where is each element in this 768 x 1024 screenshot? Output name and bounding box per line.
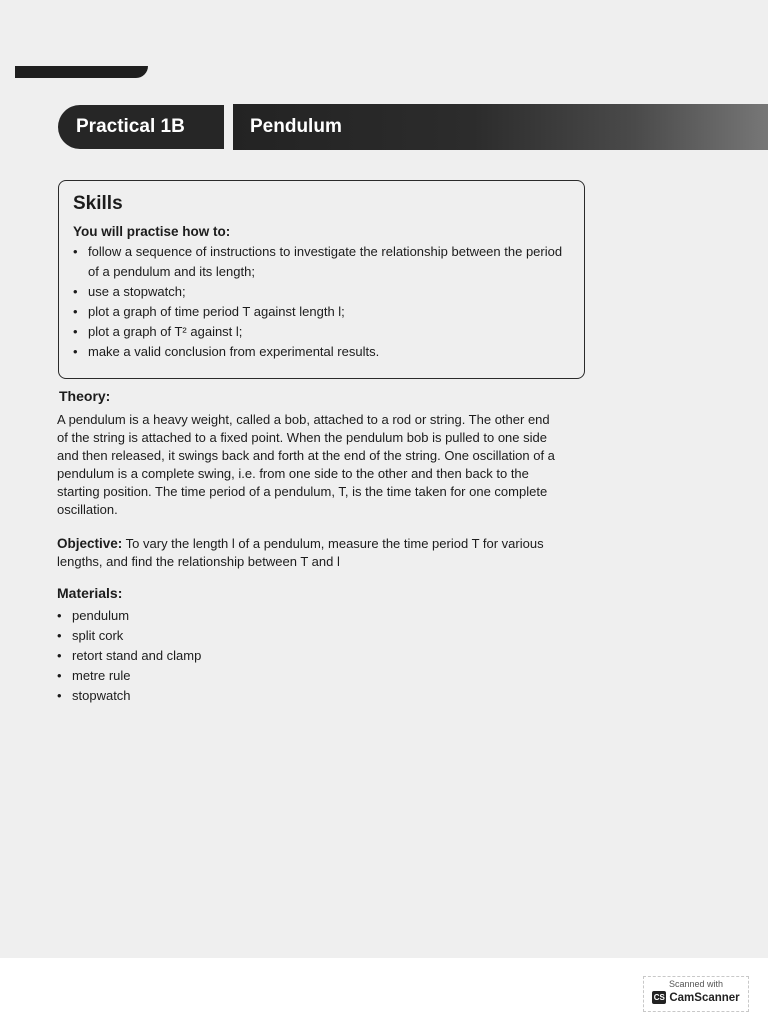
- skills-title: Skills: [73, 193, 123, 214]
- objective-label: Objective:: [57, 536, 123, 551]
- materials-item: • metre rule: [57, 666, 357, 686]
- materials-item: • retort stand and clamp: [57, 646, 357, 666]
- materials-item: • stopwatch: [57, 686, 357, 706]
- skills-item: • make a valid conclusion from experimental results.: [73, 342, 570, 362]
- skills-box: [58, 180, 585, 379]
- camscanner-logo-icon: CS: [653, 993, 665, 1002]
- practical-label: Practical 1B: [58, 105, 224, 149]
- skills-item: • use a stopwatch;: [73, 282, 570, 302]
- page-title: Pendulum: [233, 104, 768, 150]
- objective-text: To vary the length l of a pendulum, measure the time period T for various lengths, and find the relationship between T and l: [57, 536, 544, 569]
- materials-heading: Materials:: [57, 585, 123, 601]
- theory-heading: Theory:: [59, 388, 111, 404]
- materials-item: • pendulum: [57, 606, 357, 626]
- watermark-brand: CamScanner: [669, 991, 740, 1004]
- skills-item: • plot a graph of T² against l;: [73, 322, 570, 342]
- skills-item: • follow a sequence of instructions to investigate the relationship between the period of a pendulum and its length;: [73, 242, 570, 282]
- watermark-caption: Scanned with: [668, 979, 724, 989]
- theory-paragraph: A pendulum is a heavy weight, called a bob, attached to a rod or string. The other end of the string is attached to a fixed point. When the pendulum bob is pulled to one side and then released, it swings back and forth at the end of the string. One oscillation of a pendulum is a complete swing, i.e. from one side to the other and then back to the starting position. The time period of a pendulum, T, is the time taken for one complete oscillation.: [57, 412, 555, 517]
- top-decoration-strip: [15, 66, 148, 78]
- camscanner-watermark: [643, 976, 749, 1012]
- skills-item: • plot a graph of time period T against length l;: [73, 302, 570, 322]
- skills-list: [73, 242, 570, 362]
- materials-list: [57, 606, 357, 706]
- skills-subtitle: You will practise how to:: [73, 224, 231, 239]
- objective-paragraph: [57, 535, 555, 571]
- materials-item: • split cork: [57, 626, 357, 646]
